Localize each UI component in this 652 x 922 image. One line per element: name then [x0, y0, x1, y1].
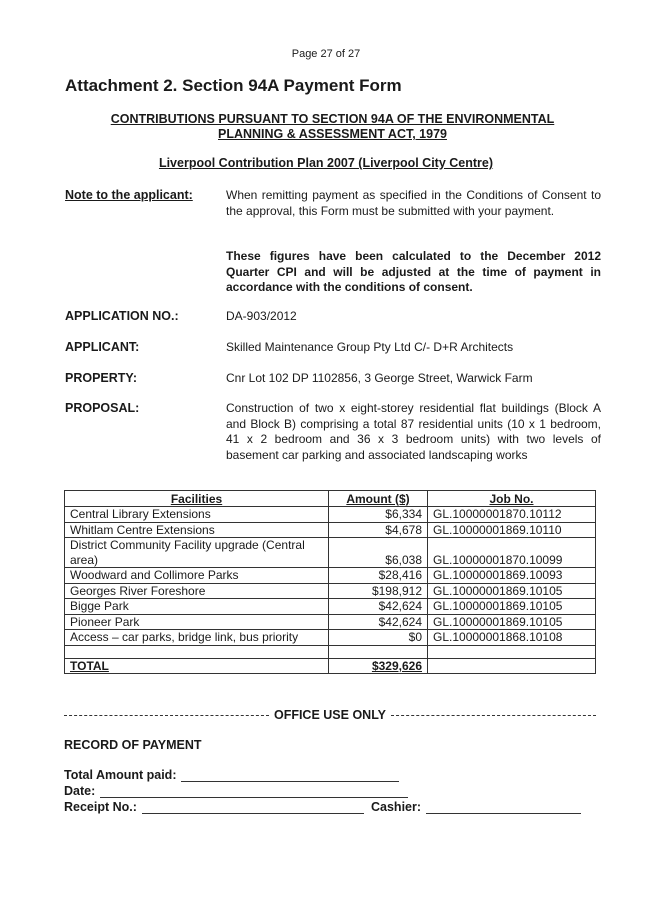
- header-amount: Amount ($): [329, 491, 428, 507]
- note-label: Note to the applicant:: [65, 188, 193, 202]
- spacer-cell: [329, 645, 428, 658]
- act-title-line-2: PLANNING & ASSESSMENT ACT, 1979: [218, 127, 447, 141]
- job-cell: GL.10000001869.10105: [428, 614, 596, 630]
- applicant-label: APPLICANT:: [65, 340, 140, 354]
- table-total-row: [65, 658, 596, 674]
- page-title: Attachment 2. Section 94A Payment Form: [65, 76, 402, 95]
- job-cell: GL.10000001869.10105: [428, 599, 596, 615]
- spacer-cell: [428, 645, 596, 658]
- property-value: Cnr Lot 102 DP 1102856, 3 George Street, Warwick Farm: [226, 371, 533, 385]
- facility-cell: District Community Facility upgrade (Central area): [65, 538, 329, 568]
- total-paid-label: Total Amount paid:: [64, 768, 177, 782]
- total-paid-field: [64, 768, 399, 782]
- act-title: [80, 112, 585, 142]
- job-cell: GL.10000001870.10099: [428, 538, 596, 568]
- total-amount: $329,626: [329, 658, 428, 674]
- facility-cell: Whitlam Centre Extensions: [65, 522, 329, 538]
- facility-cell: Access – car parks, bridge link, bus priority: [65, 630, 329, 646]
- page-number: Page 27 of 27: [291, 48, 361, 60]
- amount-cell: $42,624: [329, 599, 428, 615]
- proposal-label: PROPOSAL:: [65, 401, 140, 415]
- receipt-label: Receipt No.:: [64, 800, 137, 814]
- amount-cell: $6,334: [329, 507, 428, 523]
- proposal-value: Construction of two x eight-storey residential flat buildings (Block A and Block B) comprising a total 87 residential units (10 x 1 bedroom, 41 x 2 bedroom and 36 x 3 bedroom units) with two levels of basement car parking and associated landscaping works: [226, 401, 601, 462]
- facility-cell: Woodward and Collimore Parks: [65, 568, 329, 584]
- receipt-field: [64, 800, 364, 814]
- amount-cell: $28,416: [329, 568, 428, 584]
- amount-cell: $198,912: [329, 583, 428, 599]
- amount-cell: $6,038: [329, 538, 428, 568]
- table-spacer-row: [65, 645, 596, 658]
- facility-cell: Central Library Extensions: [65, 507, 329, 523]
- amount-cell: $42,624: [329, 614, 428, 630]
- job-cell: GL.10000001869.10105: [428, 583, 596, 599]
- total-job-cell: [428, 658, 596, 674]
- table-row: [65, 507, 596, 523]
- total-label: TOTAL: [65, 658, 329, 674]
- office-use-divider: [64, 708, 596, 722]
- facilities-table: [64, 490, 596, 674]
- table-row: [65, 630, 596, 646]
- date-field: [64, 784, 408, 798]
- cashier-input-line[interactable]: [426, 801, 581, 814]
- note-text: When remitting payment as specified in the Conditions of Consent to the approval, this Form must be submitted with your payment.: [226, 188, 601, 218]
- total-paid-input-line[interactable]: [181, 769, 399, 782]
- spacer-cell: [65, 645, 329, 658]
- note-bold-text: These figures have been calculated to the December 2012 Quarter CPI and will be adjusted at the time of payment in accordance with the conditions of consent.: [226, 249, 601, 294]
- table-row: [65, 614, 596, 630]
- amount-cell: $4,678: [329, 522, 428, 538]
- divider-dashes-right: [391, 715, 596, 716]
- facility-cell: Bigge Park: [65, 599, 329, 615]
- facility-cell: Pioneer Park: [65, 614, 329, 630]
- facility-cell: Georges River Foreshore: [65, 583, 329, 599]
- receipt-input-line[interactable]: [142, 801, 364, 814]
- table-row: [65, 538, 596, 568]
- table-row: [65, 522, 596, 538]
- property-label: PROPERTY:: [65, 371, 137, 385]
- act-title-line-1: CONTRIBUTIONS PURSUANT TO SECTION 94A OF THE ENVIRONMENTAL: [110, 112, 555, 126]
- job-cell: GL.10000001869.10110: [428, 522, 596, 538]
- table-row: [65, 599, 596, 615]
- application-value: DA-903/2012: [226, 309, 297, 323]
- table-header-row: [65, 491, 596, 507]
- table-row: [65, 568, 596, 584]
- job-cell: GL.10000001868.10108: [428, 630, 596, 646]
- amount-cell: $0: [329, 630, 428, 646]
- job-cell: GL.10000001870.10112: [428, 507, 596, 523]
- cashier-field: [371, 800, 581, 814]
- job-cell: GL.10000001869.10093: [428, 568, 596, 584]
- cashier-label: Cashier:: [371, 800, 422, 814]
- record-of-payment-title: RECORD OF PAYMENT: [64, 738, 202, 752]
- date-label: Date:: [64, 784, 96, 798]
- table-row: [65, 583, 596, 599]
- header-facilities: Facilities: [65, 491, 329, 507]
- applicant-value: Skilled Maintenance Group Pty Ltd C/- D+R Architects: [226, 340, 514, 354]
- date-input-line[interactable]: [100, 785, 408, 798]
- application-label: APPLICATION NO.:: [65, 309, 179, 323]
- office-use-label: OFFICE USE ONLY: [273, 708, 387, 722]
- plan-title: Liverpool Contribution Plan 2007 (Liverpool City Centre): [158, 156, 494, 170]
- header-job: Job No.: [428, 491, 596, 507]
- divider-dashes-left: [64, 715, 269, 716]
